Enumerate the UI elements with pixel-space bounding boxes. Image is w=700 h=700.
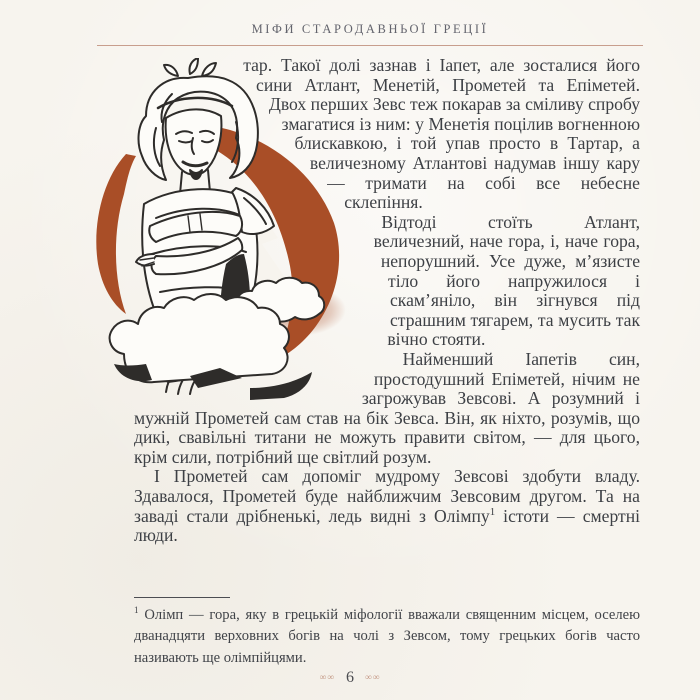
ornament-left-icon: ∞∞ — [319, 673, 335, 683]
paragraph-4-text-end: істоти — смертні люди. — [134, 505, 640, 546]
paragraph-2: Відтоді стоїть Атлант, величезний, наче гора, і, наче гора, непорушний. Усе дуже, м’язисте тіло його напружилося і скам’яніло, він зігнувся під страшним тягарем, та мусить так вічно стояти. — [373, 211, 640, 350]
footnote-body: Олімп — гора, яку в грецькій міфології вважали священним місцем, оселею дванадцяти верховних богів на чолі з Зевсом, тому грецьких богів часто називають ще олімпійцями. — [134, 607, 640, 666]
page-header — [97, 20, 643, 46]
paragraph-1: тар. Такої долі зазнав і Іапет, але зосталися його сини Атлант, Менетій, Прометей та Епіметей. Двох перших Зевс теж покарав за сміливу спробу змагатися із ним: у Менетія поцілив вогненною блискавкою, і той упав просто в Тартар, а величезному Атлантові надумав іншу кару — тримати на собі все небесне склепіння. — [243, 55, 640, 213]
page-title: МІФИ СТАРОДАВНЬОЇ ГРЕЦІЇ — [251, 22, 489, 36]
paragraph-4 — [134, 467, 640, 545]
footnote-separator — [134, 597, 230, 598]
paragraph-3: Найменший Іапетів син, простодушний Епіметей, нічим не загрожував Зевсові. А розумний і мужній Прометей сам став на бік Зевса. Він, як ніхто, розумів, що дикі, свавільні титани не можуть правити світом, — для цього, крім сили, потрібний ще світлий розум. — [134, 348, 640, 467]
footnote-text — [134, 605, 640, 669]
ornament-right-icon: ∞∞ — [365, 673, 381, 683]
footnote — [134, 597, 640, 669]
footnote-reference: 1 — [489, 505, 496, 518]
page-number: 6 — [346, 669, 354, 686]
footnote-marker: 1 — [134, 605, 139, 616]
page-footer — [0, 669, 700, 687]
body-text — [134, 56, 640, 546]
paragraph-4-text: І Прометей сам допоміг мудрому Зевсові здобути владу. Здавалося, Прометей буде найближчим Зевсовим другом. Та на заваді стали дрібненькі, ледь видні з Олімпу — [134, 466, 640, 526]
